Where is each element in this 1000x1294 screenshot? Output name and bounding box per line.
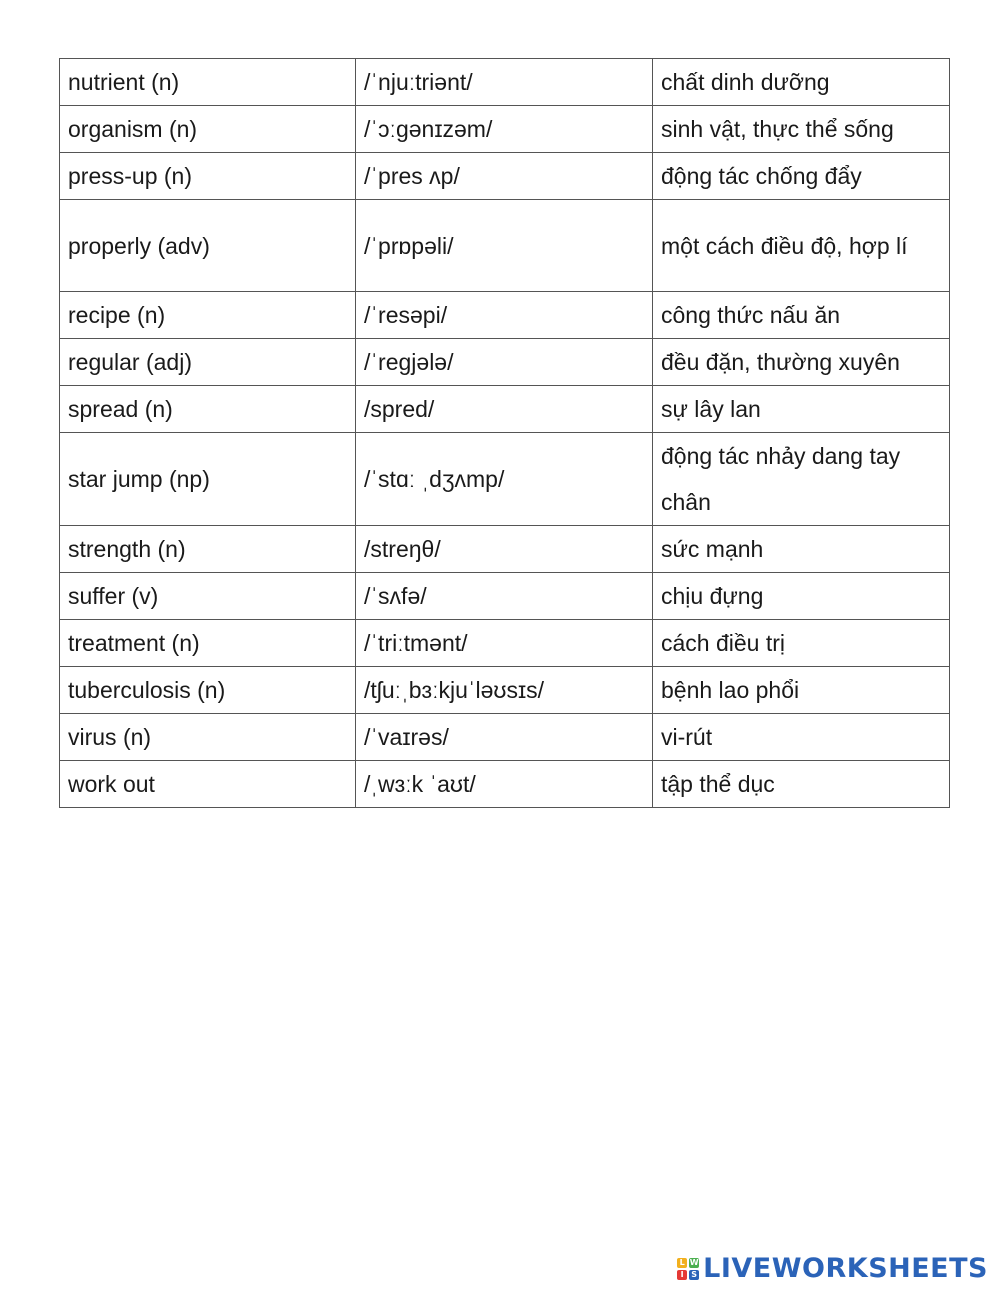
ipa-cell: /ˈtriːtmənt/: [356, 620, 653, 667]
mark-square: W: [689, 1257, 699, 1267]
word-cell: work out: [60, 761, 356, 808]
ipa-cell: /spred/: [356, 386, 653, 433]
meaning-cell: động tác chống đẩy: [653, 153, 950, 200]
meaning-cell: bệnh lao phổi: [653, 667, 950, 714]
word-cell: virus (n): [60, 714, 356, 761]
table-row: [60, 106, 950, 153]
word-cell: nutrient (n): [60, 59, 356, 106]
word-cell: suffer (v): [60, 573, 356, 620]
word-cell: organism (n): [60, 106, 356, 153]
word-cell: treatment (n): [60, 620, 356, 667]
meaning-cell: sinh vật, thực thể sống: [653, 106, 950, 153]
meaning-cell: sự lây lan: [653, 386, 950, 433]
meaning-cell: chịu đựng: [653, 573, 950, 620]
ipa-cell: /ˈstɑː ˌdʒʌmp/: [356, 433, 653, 526]
word-cell: spread (n): [60, 386, 356, 433]
mark-square: I: [677, 1270, 687, 1280]
ipa-cell: /ˈvaɪrəs/: [356, 714, 653, 761]
table-row: [60, 714, 950, 761]
liveworksheets-logo: [677, 1253, 988, 1284]
table-row: [60, 292, 950, 339]
ipa-cell: /ˈɔːɡənɪzəm/: [356, 106, 653, 153]
ipa-cell: /ˌwɜːk ˈaʊt/: [356, 761, 653, 808]
table-row: [60, 59, 950, 106]
ipa-cell: /ˈresəpi/: [356, 292, 653, 339]
ipa-cell: /ˈreɡjələ/: [356, 339, 653, 386]
table-row: [60, 761, 950, 808]
table-row: [60, 433, 950, 526]
table-row: [60, 200, 950, 292]
word-cell: tuberculosis (n): [60, 667, 356, 714]
ipa-cell: /streŋθ/: [356, 526, 653, 573]
table-row: [60, 620, 950, 667]
ipa-cell: /ˈsʌfə/: [356, 573, 653, 620]
table-row: [60, 667, 950, 714]
mark-square: S: [689, 1270, 699, 1280]
word-cell: recipe (n): [60, 292, 356, 339]
meaning-cell: tập thể dục: [653, 761, 950, 808]
table-row: [60, 339, 950, 386]
vocabulary-table-body: [60, 59, 950, 808]
meaning-cell: vi-rút: [653, 714, 950, 761]
table-row: [60, 526, 950, 573]
vocabulary-table: [59, 58, 950, 808]
ipa-cell: /ˈprɒpəli/: [356, 200, 653, 292]
ipa-cell: /tʃuːˌbɜːkjuˈləʊsɪs/: [356, 667, 653, 714]
word-cell: regular (adj): [60, 339, 356, 386]
word-cell: star jump (np): [60, 433, 356, 526]
word-cell: strength (n): [60, 526, 356, 573]
meaning-cell: công thức nấu ăn: [653, 292, 950, 339]
ipa-cell: /ˈpres ʌp/: [356, 153, 653, 200]
word-cell: press-up (n): [60, 153, 356, 200]
meaning-cell: một cách điều độ, hợp lí: [653, 200, 950, 292]
meaning-cell: sức mạnh: [653, 526, 950, 573]
word-cell: properly (adv): [60, 200, 356, 292]
table-row: [60, 386, 950, 433]
meaning-cell: chất dinh dưỡng: [653, 59, 950, 106]
meaning-cell: động tác nhảy dang tay chân: [653, 433, 950, 526]
liveworksheets-mark-icon: [677, 1258, 699, 1280]
meaning-cell: cách điều trị: [653, 620, 950, 667]
meaning-cell: đều đặn, thường xuyên: [653, 339, 950, 386]
table-row: [60, 573, 950, 620]
liveworksheets-wordmark: LIVEWORKSHEETS: [703, 1253, 988, 1284]
ipa-cell: /ˈnjuːtriənt/: [356, 59, 653, 106]
mark-square: L: [677, 1258, 687, 1268]
table-row: [60, 153, 950, 200]
